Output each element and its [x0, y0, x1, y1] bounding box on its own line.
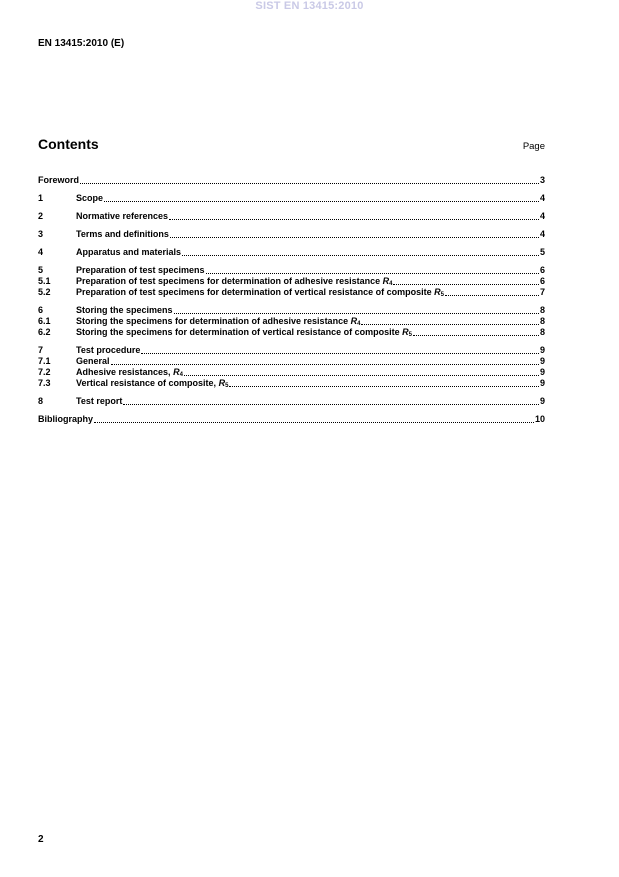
- toc-entry-page: 8: [539, 327, 545, 337]
- toc-entry-page: 3: [539, 175, 545, 185]
- toc-entry-page: 10: [534, 414, 545, 424]
- dot-leader: [169, 219, 539, 220]
- symbol-subscript: 4: [389, 281, 393, 287]
- toc-entry-page: 5: [539, 247, 545, 257]
- toc-entry-number: 3: [38, 229, 44, 239]
- toc-entry-number: 8: [38, 396, 44, 406]
- toc-entry-bibliography[interactable]: [38, 414, 545, 425]
- toc-entry-vertical-resistance[interactable]: [38, 378, 545, 389]
- toc-entry-title: Preparation of test specimens for determination of vertical resistance of composite $R_5$: [76, 287, 444, 298]
- toc-entry-number: 7.2: [38, 367, 51, 377]
- toc-entry-apparatus[interactable]: [38, 247, 545, 258]
- dot-leader: [104, 201, 539, 202]
- dot-leader: [229, 386, 539, 387]
- toc-entry-title: Preparation of test specimens for determination of adhesive resistance $R_4$: [76, 276, 393, 287]
- toc-entry-title: Foreword: [38, 175, 80, 185]
- symbol-subscript: 5: [408, 332, 412, 338]
- toc-entry-preparation[interactable]: [38, 265, 545, 276]
- toc-entry-number: 7.1: [38, 356, 51, 366]
- toc-entry-number: 5.1: [38, 276, 51, 286]
- dot-leader: [413, 335, 539, 336]
- dot-leader: [174, 313, 539, 314]
- toc-entry-number: 7.3: [38, 378, 51, 388]
- symbol-r: R: [173, 367, 180, 377]
- dot-leader: [170, 237, 539, 238]
- toc-entry-title: Scope: [76, 193, 104, 203]
- watermark-text: SIST EN 13415:2010: [255, 0, 364, 12]
- toc-entry-page: 9: [539, 378, 545, 388]
- toc-entry-title: Test procedure: [76, 345, 141, 355]
- toc-entry-page: 4: [539, 211, 545, 221]
- toc-entry-page: 6: [539, 276, 545, 286]
- toc-entry-preparation-vertical[interactable]: [38, 287, 545, 298]
- toc-entry-title: General: [76, 356, 110, 366]
- toc-entry-number: 4: [38, 247, 44, 257]
- symbol-r: R: [382, 276, 390, 286]
- toc-entry-number: 1: [38, 193, 44, 203]
- toc-entry-scope[interactable]: [38, 193, 545, 204]
- contents-title: Contents: [38, 136, 99, 152]
- toc-entry-page: 4: [539, 229, 545, 239]
- toc-entry-title: Storing the specimens: [76, 305, 173, 315]
- toc-entry-title: Storing the specimens for determination of adhesive resistance $R_4$: [76, 316, 361, 327]
- symbol-r: R: [218, 378, 226, 388]
- toc-entry-general[interactable]: [38, 356, 545, 367]
- toc-entry-number: 7: [38, 345, 44, 355]
- toc-entry-page: 7: [539, 287, 545, 297]
- toc-entry-page: 8: [539, 305, 545, 315]
- page-number: 2: [38, 834, 44, 845]
- toc-entry-title: Preparation of test specimens: [76, 265, 205, 275]
- toc-entry-adhesive-resistances[interactable]: [38, 367, 545, 378]
- symbol-r: R: [434, 287, 441, 297]
- toc-entry-normative-references[interactable]: [38, 211, 545, 222]
- toc-entry-page: 4: [539, 193, 545, 203]
- dot-leader: [206, 273, 539, 274]
- dot-leader: [445, 295, 539, 296]
- toc-entry-title: Adhesive resistances, $R_4$: [76, 367, 183, 378]
- page-column-label: Page: [522, 141, 545, 152]
- toc-entry-page: 9: [539, 367, 545, 377]
- symbol-subscript: 5: [225, 383, 229, 389]
- toc-entry-number: 6: [38, 305, 44, 315]
- toc-entry-storing-vertical[interactable]: [38, 327, 545, 338]
- symbol-subscript: 4: [179, 372, 183, 378]
- dot-leader: [111, 364, 539, 365]
- toc-entry-title: Terms and definitions: [76, 229, 169, 239]
- symbol-r: R: [402, 327, 409, 337]
- toc-entry-page: 9: [539, 396, 545, 406]
- contents-header: [38, 136, 545, 152]
- symbol-r: R: [350, 316, 358, 326]
- dot-leader: [182, 255, 539, 256]
- toc-entry-page: 6: [539, 265, 545, 275]
- dot-leader: [393, 284, 539, 285]
- toc-entry-page: 9: [539, 356, 545, 366]
- toc-entry-number: 5: [38, 265, 44, 275]
- dot-leader: [361, 324, 539, 325]
- toc-entry-test-report[interactable]: [38, 396, 545, 407]
- toc-entry-foreword[interactable]: [38, 175, 545, 186]
- toc-entry-number: 5.2: [38, 287, 51, 297]
- dot-leader: [80, 183, 539, 184]
- dot-leader: [94, 422, 534, 423]
- table-of-contents: [38, 175, 545, 425]
- toc-entry-number: 2: [38, 211, 44, 221]
- toc-entry-number: 6.1: [38, 316, 51, 326]
- toc-entry-page: 9: [539, 345, 545, 355]
- symbol-subscript: 4: [357, 321, 361, 327]
- toc-entry-preparation-adhesive[interactable]: [38, 276, 545, 287]
- toc-entry-test-procedure[interactable]: [38, 345, 545, 356]
- dot-leader: [141, 353, 539, 354]
- toc-entry-number: 6.2: [38, 327, 51, 337]
- toc-entry-page: 8: [539, 316, 545, 326]
- toc-entry-title: Test report: [76, 396, 123, 406]
- dot-leader: [184, 375, 539, 376]
- toc-entry-terms-definitions[interactable]: [38, 229, 545, 240]
- toc-entry-title: Vertical resistance of composite, $R_5$: [76, 378, 229, 389]
- toc-entry-storing-adhesive[interactable]: [38, 316, 545, 327]
- toc-entry-title: Normative references: [76, 211, 169, 221]
- symbol-subscript: 5: [440, 292, 444, 298]
- toc-entry-title: Apparatus and materials: [76, 247, 182, 257]
- dot-leader: [123, 404, 539, 405]
- toc-entry-title: Bibliography: [38, 414, 94, 424]
- document-id: EN 13415:2010 (E): [38, 38, 125, 49]
- toc-entry-storing[interactable]: [38, 305, 545, 316]
- toc-entry-title: Storing the specimens for determination of vertical resistance of composite $R_5$: [76, 327, 412, 338]
